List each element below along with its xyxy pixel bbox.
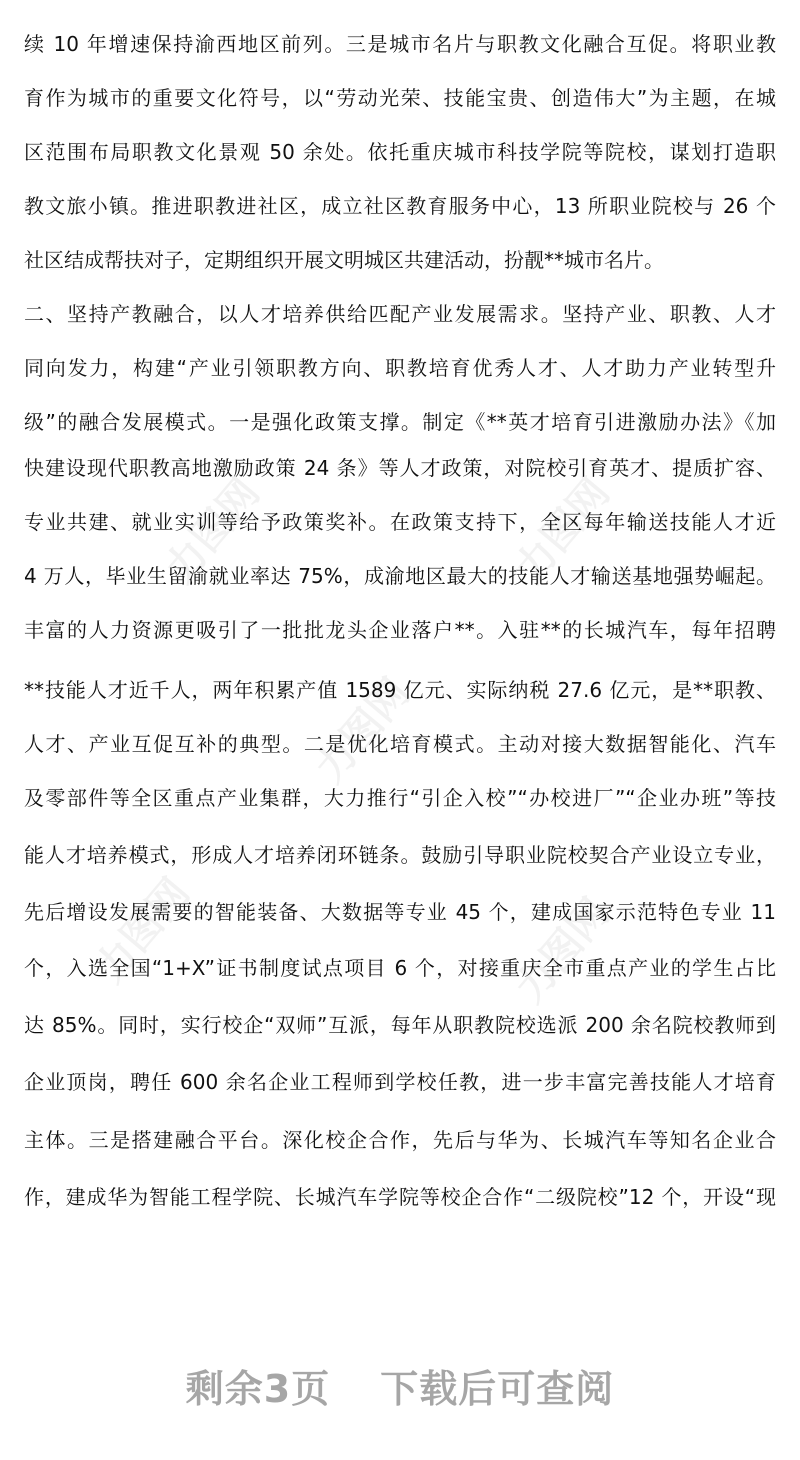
watermark: 力图网 — [156, 470, 269, 592]
text-line: 同向发力，构建“产业引领职教方向、职教培育优秀人才、人才助力产业转型升 — [24, 356, 776, 380]
text-line: 作，建成华为智能工程学院、长城汽车学院等校企合作“二级院校”12 个，开设“现 — [24, 1185, 776, 1209]
download-to-view-text[interactable]: 下载后可查阅 — [380, 1367, 615, 1411]
text-line: 丰富的人力资源更吸引了一批批龙头企业落户**。入驻**的长城汽车，每年招聘 — [24, 618, 776, 642]
text-line: 级”的融合发展模式。一是强化政策支撑。制定《**英才培育引进激励办法》《加 — [24, 410, 776, 434]
text-line: 个，入选全国“1+X”证书制度试点项目 6 个，对接重庆全市重点产业的学生占比 — [24, 956, 776, 980]
text-line: 社区结成帮扶对子，定期组织开展文明城区共建活动，扮靓**城市名片。 — [24, 248, 664, 272]
text-line: 专业共建、就业实训等给予政策奖补。在政策支持下，全区每年输送技能人才近 — [24, 510, 776, 534]
text-line: 教文旅小镇。推进职教进社区，成立社区教育服务中心，13 所职业院校与 26 个 — [24, 194, 776, 218]
watermark: 力图网 — [86, 870, 199, 992]
text-line: 4 万人，毕业生留渝就业率达 75%，成渝地区最大的技能人才输送基地强势崛起。 — [24, 564, 776, 588]
watermark: 力图网 — [306, 670, 419, 792]
remaining-pages-text[interactable]: 剩余3页 — [185, 1367, 331, 1411]
text-line: 二、坚持产教融合，以人才培养供给匹配产业发展需求。坚持产业、职教、人才 — [24, 302, 776, 326]
watermark: 力图网 — [506, 470, 619, 592]
text-line: 主体。三是搭建融合平台。深化校企合作，先后与华为、长城汽车等知名企业合 — [24, 1128, 776, 1152]
text-line: 快建设现代职教高地激励政策 24 条》等人才政策，对院校引育英才、提质扩容、 — [24, 456, 776, 480]
text-line: 续 10 年增速保持渝西地区前列。三是城市名片与职教文化融合互促。将职业教 — [24, 32, 776, 56]
text-line: 育作为城市的重要文化符号，以“劳动光荣、技能宝贵、创造伟大”为主题，在城 — [24, 86, 776, 110]
download-prompt[interactable] — [0, 1358, 800, 1413]
text-line: 人才、产业互促互补的典型。二是优化培育模式。主动对接大数据智能化、汽车 — [24, 732, 776, 756]
text-line: **技能人才近千人，两年积累产值 1589 亿元、实际纳税 27.6 亿元，是**职教、 — [24, 678, 776, 702]
text-line: 区范围布局职教文化景观 50 余处。依托重庆城市科技学院等院校，谋划打造职 — [24, 140, 776, 164]
text-line: 企业顶岗，聘任 600 余名企业工程师到学校任教，进一步丰富完善技能人才培育 — [24, 1070, 776, 1094]
text-line: 及零部件等全区重点产业集群，大力推行“引企入校”“办校进厂”“企业办班”等技 — [24, 786, 776, 810]
text-line: 能人才培养模式，形成人才培养闭环链条。鼓励引导职业院校契合产业设立专业， — [24, 843, 776, 867]
text-line: 先后增设发展需要的智能装备、大数据等专业 45 个，建成国家示范特色专业 11 — [24, 900, 776, 924]
watermark: 力图网 — [506, 890, 619, 1012]
text-line: 达 85%。同时，实行校企“双师”互派，每年从职教院校选派 200 余名院校教师到 — [24, 1013, 776, 1037]
